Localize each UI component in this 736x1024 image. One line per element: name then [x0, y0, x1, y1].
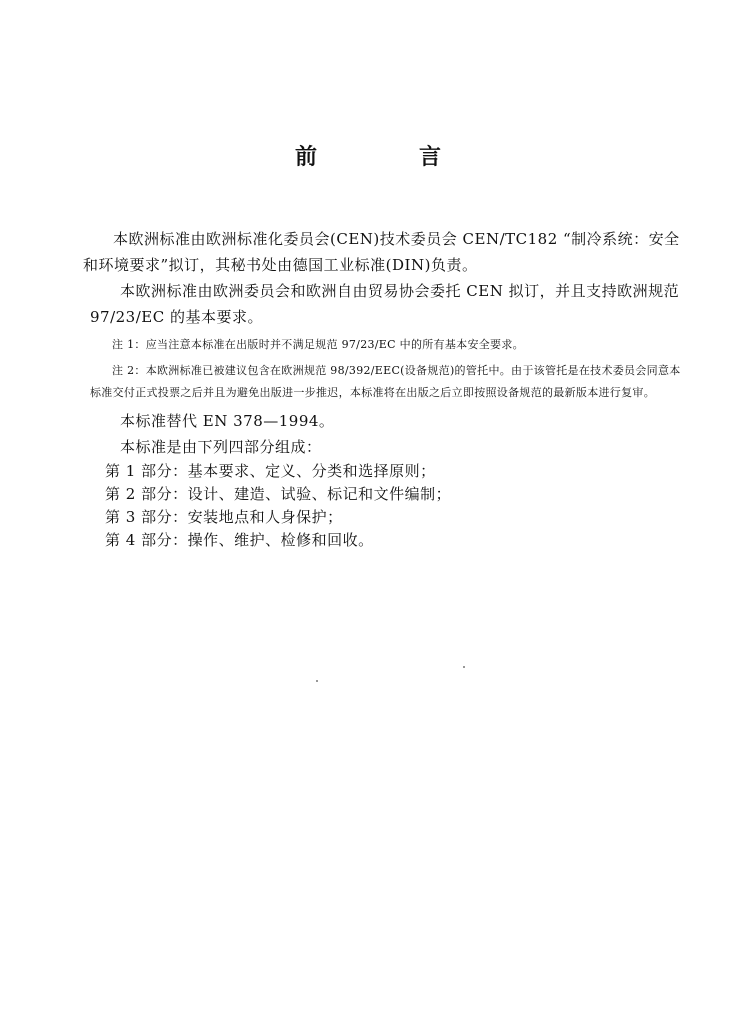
- scan-speck: [316, 680, 318, 682]
- paragraph-parts-intro: 本标准是由下列四部分组成：: [120, 438, 322, 456]
- paragraph-replaces: 本标准替代 EN 378—1994。: [120, 412, 335, 430]
- list-item-part-2: 第 2 部分：设计、建造、试验、标记和文件编制；: [105, 485, 452, 503]
- page-title: 前 言: [294, 144, 481, 170]
- list-item-part-3: 第 3 部分：安装地点和人身保护；: [105, 508, 343, 526]
- foreword-body: [83, 226, 686, 552]
- scan-speck: [463, 666, 465, 668]
- list-item-part-1: 第 1 部分：基本要求、定义、分类和选择原则；: [105, 462, 436, 480]
- note-1: 注 1：应当注意本标准在出版时并不满足规范 97/23/EC 中的所有基本安全要求。: [112, 338, 524, 351]
- note-2: 注 2：本欧洲标准已被建议包含在欧洲规范 98/392/EEC(设备规范)的管托中。由于该管托是在技术委员会同意本标准交付正式投票之后并且为避免出版进一步推迟，本标准将在出版之后立即按照设备规范的最新版本进行复审。: [90, 364, 681, 399]
- paragraph-committee: 本欧洲标准由欧洲标准化委员会(CEN)技术委员会 CEN/TC182 “制冷系统：安全和环境要求”拟订，其秘书处由德国工业标准(DIN)负责。: [83, 230, 680, 274]
- list-item-part-4: 第 4 部分：操作、维护、检修和回收。: [105, 531, 374, 549]
- paragraph-mandate: 本欧洲标准由欧洲委员会和欧洲自由贸易协会委托 CEN 拟订，并且支持欧洲规范 97/23/EC 的基本要求。: [90, 282, 680, 326]
